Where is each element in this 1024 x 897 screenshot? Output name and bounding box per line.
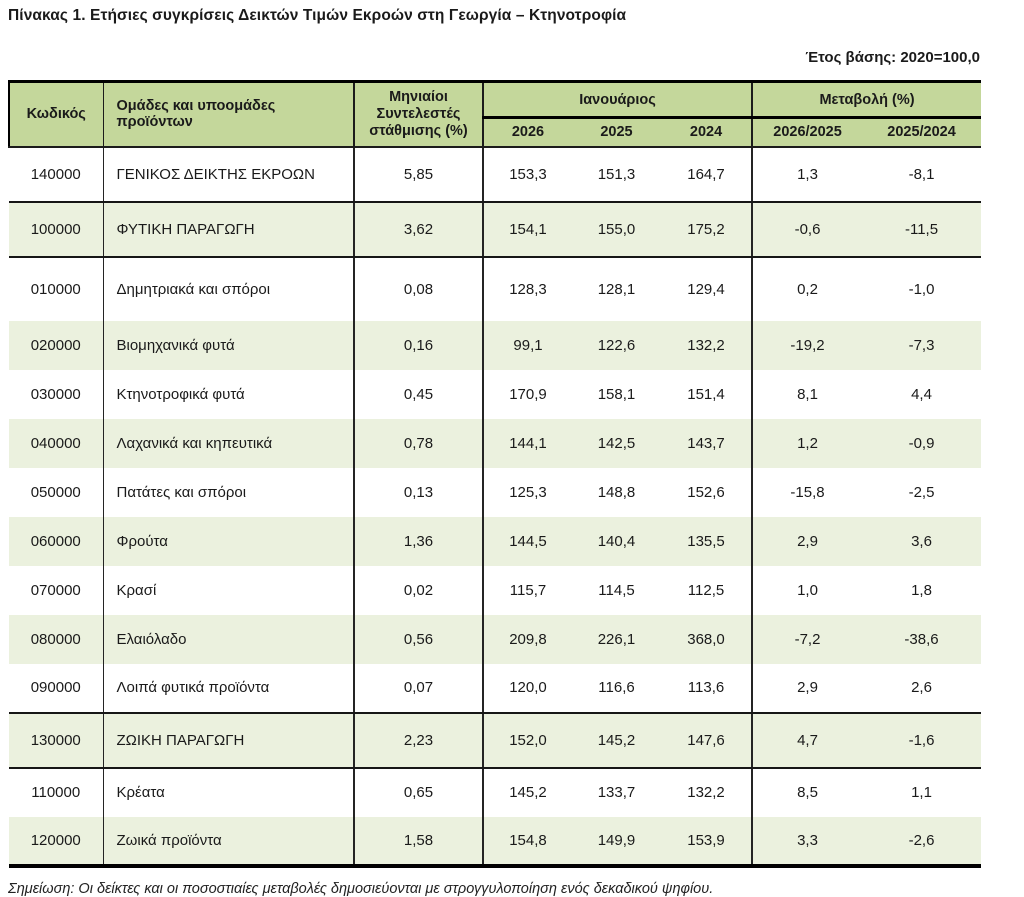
cell-product-group: Λαχανικά και κηπευτικά — [103, 419, 354, 468]
cell-index-2025: 128,1 — [572, 257, 661, 321]
cell-weight: 0,78 — [354, 419, 483, 468]
cell-code: 080000 — [9, 615, 103, 664]
cell-index-2024: 164,7 — [661, 147, 752, 202]
price-index-table — [8, 80, 981, 868]
cell-weight: 0,13 — [354, 468, 483, 517]
cell-index-2026: 144,5 — [483, 517, 572, 566]
cell-index-2025: 114,5 — [572, 566, 661, 615]
cell-weight: 0,07 — [354, 664, 483, 713]
table-row — [9, 713, 981, 768]
cell-change-2025-2024: -7,3 — [862, 321, 981, 370]
cell-index-2024: 112,5 — [661, 566, 752, 615]
cell-index-2024: 132,2 — [661, 321, 752, 370]
cell-change-2026-2025: -15,8 — [752, 468, 862, 517]
header-january-group: Ιανουάριος — [483, 82, 752, 118]
table-row — [9, 664, 981, 713]
table-row — [9, 321, 981, 370]
cell-change-2025-2024: -38,6 — [862, 615, 981, 664]
cell-index-2026: 115,7 — [483, 566, 572, 615]
cell-weight: 0,65 — [354, 768, 483, 817]
cell-product-group: Κρέατα — [103, 768, 354, 817]
cell-index-2024: 132,2 — [661, 768, 752, 817]
cell-product-group: Πατάτες και σπόροι — [103, 468, 354, 517]
header-code: Κωδικός — [9, 82, 103, 147]
table-row — [9, 147, 981, 202]
table-row — [9, 566, 981, 615]
cell-index-2024: 143,7 — [661, 419, 752, 468]
cell-product-group: Δημητριακά και σπόροι — [103, 257, 354, 321]
cell-code: 130000 — [9, 713, 103, 768]
cell-index-2025: 145,2 — [572, 713, 661, 768]
cell-product-group: ΦΥΤΙΚΗ ΠΑΡΑΓΩΓΗ — [103, 202, 354, 257]
cell-weight: 2,23 — [354, 713, 483, 768]
cell-index-2024: 153,9 — [661, 817, 752, 866]
cell-weight: 0,02 — [354, 566, 483, 615]
cell-change-2026-2025: 0,2 — [752, 257, 862, 321]
cell-code: 100000 — [9, 202, 103, 257]
cell-index-2026: 153,3 — [483, 147, 572, 202]
cell-index-2026: 152,0 — [483, 713, 572, 768]
header-product-groups: Ομάδες και υποομάδες προϊόντων — [103, 82, 354, 147]
cell-index-2025: 151,3 — [572, 147, 661, 202]
table-row — [9, 370, 981, 419]
cell-index-2025: 133,7 — [572, 768, 661, 817]
cell-product-group: Λοιπά φυτικά προϊόντα — [103, 664, 354, 713]
cell-code: 120000 — [9, 817, 103, 866]
cell-product-group: ΓΕΝΙΚΟΣ ΔΕΙΚΤΗΣ ΕΚΡΟΩΝ — [103, 147, 354, 202]
header-change-2025-2024: 2025/2024 — [862, 118, 981, 147]
header-year-2024: 2024 — [661, 118, 752, 147]
cell-index-2026: 170,9 — [483, 370, 572, 419]
cell-change-2026-2025: 1,0 — [752, 566, 862, 615]
cell-change-2026-2025: 2,9 — [752, 517, 862, 566]
cell-weight: 0,45 — [354, 370, 483, 419]
cell-index-2024: 129,4 — [661, 257, 752, 321]
cell-index-2026: 128,3 — [483, 257, 572, 321]
cell-index-2024: 152,6 — [661, 468, 752, 517]
cell-code: 040000 — [9, 419, 103, 468]
cell-index-2024: 113,6 — [661, 664, 752, 713]
cell-product-group: ΖΩΙΚΗ ΠΑΡΑΓΩΓΗ — [103, 713, 354, 768]
cell-product-group: Βιομηχανικά φυτά — [103, 321, 354, 370]
cell-index-2025: 226,1 — [572, 615, 661, 664]
cell-weight: 5,85 — [354, 147, 483, 202]
cell-change-2025-2024: -8,1 — [862, 147, 981, 202]
cell-product-group: Ζωικά προϊόντα — [103, 817, 354, 866]
table-body — [9, 147, 981, 866]
cell-code: 050000 — [9, 468, 103, 517]
cell-index-2026: 144,1 — [483, 419, 572, 468]
cell-code: 010000 — [9, 257, 103, 321]
cell-change-2025-2024: 1,1 — [862, 768, 981, 817]
table-row — [9, 615, 981, 664]
table-row — [9, 517, 981, 566]
cell-change-2025-2024: -1,0 — [862, 257, 981, 321]
header-monthly-weight: Μηνιαίοι Συντελεστές στάθμισης (%) — [354, 82, 483, 147]
table-row — [9, 202, 981, 257]
cell-change-2025-2024: -1,6 — [862, 713, 981, 768]
base-year-label: Έτος βάσης: 2020=100,0 — [805, 49, 980, 66]
cell-change-2026-2025: -0,6 — [752, 202, 862, 257]
cell-change-2026-2025: 2,9 — [752, 664, 862, 713]
cell-weight: 0,16 — [354, 321, 483, 370]
footnote: Σημείωση: Οι δείκτες και οι ποσοστιαίες μεταβολές δημοσιεύονται με στρογγυλοποίηση ενός δεκαδικού ψηφίου. — [8, 880, 714, 897]
cell-index-2025: 148,8 — [572, 468, 661, 517]
cell-product-group: Ελαιόλαδο — [103, 615, 354, 664]
cell-index-2026: 99,1 — [483, 321, 572, 370]
cell-index-2024: 147,6 — [661, 713, 752, 768]
cell-index-2025: 155,0 — [572, 202, 661, 257]
cell-index-2026: 120,0 — [483, 664, 572, 713]
cell-index-2026: 154,1 — [483, 202, 572, 257]
cell-index-2026: 154,8 — [483, 817, 572, 866]
cell-weight: 0,56 — [354, 615, 483, 664]
cell-index-2024: 135,5 — [661, 517, 752, 566]
header-year-2025: 2025 — [572, 118, 661, 147]
cell-change-2026-2025: 3,3 — [752, 817, 862, 866]
cell-change-2025-2024: 4,4 — [862, 370, 981, 419]
cell-code: 020000 — [9, 321, 103, 370]
cell-index-2025: 158,1 — [572, 370, 661, 419]
cell-index-2025: 142,5 — [572, 419, 661, 468]
cell-product-group: Φρούτα — [103, 517, 354, 566]
cell-code: 070000 — [9, 566, 103, 615]
cell-code: 090000 — [9, 664, 103, 713]
header-change-group: Μεταβολή (%) — [752, 82, 981, 118]
cell-index-2024: 368,0 — [661, 615, 752, 664]
cell-index-2025: 149,9 — [572, 817, 661, 866]
page-title: Πίνακας 1. Ετήσιες συγκρίσεις Δεικτών Τιμών Εκροών στη Γεωργία – Κτηνοτροφία — [8, 7, 627, 24]
cell-product-group: Κτηνοτροφικά φυτά — [103, 370, 354, 419]
cell-code: 140000 — [9, 147, 103, 202]
cell-index-2025: 140,4 — [572, 517, 661, 566]
table-row — [9, 817, 981, 866]
cell-change-2026-2025: 8,1 — [752, 370, 862, 419]
cell-change-2026-2025: 1,2 — [752, 419, 862, 468]
cell-weight: 3,62 — [354, 202, 483, 257]
cell-change-2026-2025: 1,3 — [752, 147, 862, 202]
cell-index-2025: 116,6 — [572, 664, 661, 713]
cell-weight: 0,08 — [354, 257, 483, 321]
cell-change-2026-2025: -7,2 — [752, 615, 862, 664]
table-header — [9, 82, 981, 147]
cell-product-group: Κρασί — [103, 566, 354, 615]
table-row — [9, 419, 981, 468]
cell-change-2025-2024: 3,6 — [862, 517, 981, 566]
cell-code: 110000 — [9, 768, 103, 817]
cell-change-2025-2024: 2,6 — [862, 664, 981, 713]
table-row — [9, 468, 981, 517]
cell-change-2026-2025: 4,7 — [752, 713, 862, 768]
cell-weight: 1,58 — [354, 817, 483, 866]
cell-change-2025-2024: -0,9 — [862, 419, 981, 468]
cell-change-2025-2024: -2,6 — [862, 817, 981, 866]
cell-index-2025: 122,6 — [572, 321, 661, 370]
cell-index-2024: 151,4 — [661, 370, 752, 419]
cell-change-2025-2024: -2,5 — [862, 468, 981, 517]
cell-index-2026: 145,2 — [483, 768, 572, 817]
cell-weight: 1,36 — [354, 517, 483, 566]
cell-change-2026-2025: -19,2 — [752, 321, 862, 370]
cell-change-2025-2024: 1,8 — [862, 566, 981, 615]
table-row — [9, 257, 981, 321]
cell-index-2024: 175,2 — [661, 202, 752, 257]
cell-index-2026: 125,3 — [483, 468, 572, 517]
cell-change-2025-2024: -11,5 — [862, 202, 981, 257]
header-change-2026-2025: 2026/2025 — [752, 118, 862, 147]
cell-code: 060000 — [9, 517, 103, 566]
header-year-2026: 2026 — [483, 118, 572, 147]
cell-code: 030000 — [9, 370, 103, 419]
cell-index-2026: 209,8 — [483, 615, 572, 664]
cell-change-2026-2025: 8,5 — [752, 768, 862, 817]
table-row — [9, 768, 981, 817]
